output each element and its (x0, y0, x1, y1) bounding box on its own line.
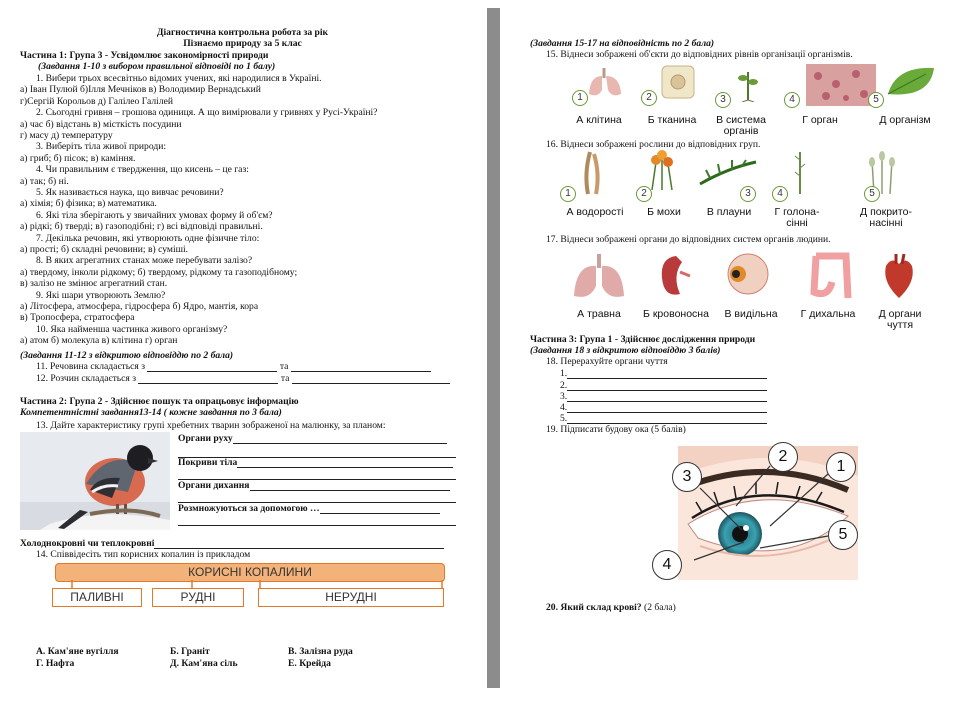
number-badge: 3 (715, 92, 731, 108)
field-organs-move: Органи руху (178, 433, 447, 444)
answer-line[interactable] (147, 362, 277, 372)
question-text: 6. Які тіла зберігають у звичайних умовах форму й об'єм? (36, 209, 273, 221)
minerals-title-box: КОРИСНІ КОПАЛИНИ (55, 563, 445, 582)
answer-options: в) Тропосфера, стратосфера (20, 312, 135, 324)
question-13: 13. Дайте характеристику групі хребетних тварин зображеної на малюнку, за планом: (36, 420, 386, 431)
field-cold-warm: Холоднокровні чи теплокровні (20, 538, 444, 549)
left-page (0, 0, 485, 690)
answer-line-blank[interactable] (178, 492, 456, 503)
number-badge: 1 (572, 90, 588, 106)
cell-image (660, 64, 696, 100)
answer-line-18[interactable]: 1. (560, 368, 767, 379)
eye-callout-2: 2 (768, 442, 798, 472)
number-badge: 2 (641, 90, 657, 106)
question-text: 8. В яких агрегатних станах може перебувати залізо? (36, 255, 253, 267)
question-20: 20. Який склад крові? (2 бала) (546, 602, 676, 613)
answer-options: а) твердому, інколи рідкому; б) твердому, рідкому та газоподібному; (20, 266, 298, 278)
doc-title: Діагностична контрольна робота за рік (156, 27, 329, 38)
field-breathing-organs: Органи дихання (178, 480, 450, 491)
eyeball-image (724, 252, 772, 296)
number-badge: 5 (864, 186, 880, 202)
question-19: 19. Підписати будову ока (5 балів) (546, 424, 686, 435)
answer-options: а) хімія; б) фізика; в) математика. (20, 198, 157, 210)
question-text: 5. Як називається наука, що вивчає речовини? (36, 187, 224, 198)
question-17: 17. Віднеси зображені органи до відповідних систем органів людини. (546, 234, 831, 245)
question-18: 18. Перерахуйте органи чуття (546, 356, 668, 367)
question-14: 14. Співвідесіть тип корисних копалин із прикладом (36, 549, 251, 560)
leaf-image (886, 64, 936, 98)
answer-options: в) залізо не змінює агрегатний стан. (20, 278, 168, 290)
answer-option: Е. Крейда (288, 658, 331, 669)
part2-note: Компетентністні завдання13-14 ( кожне завдання по 3 бала) (20, 407, 282, 418)
question-16: 16. Віднеси зображені рослини до відповідних груп. (546, 139, 761, 150)
row2-label: Д покрито-насінні (860, 206, 912, 229)
tissue-organ-image (806, 64, 876, 106)
row3-label: А травна (577, 308, 621, 320)
answer-options: а) Літосфера, атмосфера, гідросфера б) Ядро, мантія, кора (20, 301, 259, 312)
row1-label: А клітина (576, 114, 622, 126)
answer-options: г) масу д) температуру (20, 130, 113, 141)
category-fuel: ПАЛИВНІ (52, 588, 142, 607)
answer-line[interactable] (291, 362, 431, 372)
clubmoss-image (698, 158, 758, 188)
answer-options: а) час б) відстань в) місткість посудини (20, 118, 182, 130)
answer-line[interactable] (233, 434, 447, 444)
number-badge: 4 (784, 92, 800, 108)
answer-line[interactable] (250, 481, 450, 491)
row1-label: В система органів (716, 114, 766, 137)
lungs-organ-image (570, 252, 628, 300)
row3-label: Г дихальна (800, 308, 856, 320)
answer-options: а) гриб; б) пісок; в) каміння. (20, 152, 136, 164)
row1-label: Г орган (802, 114, 838, 126)
answer-line-18[interactable]: 4. (560, 402, 767, 413)
eye-callout-3: 3 (672, 462, 702, 492)
number-badge: 4 (772, 186, 788, 202)
answer-options: а) рідкі; б) тверді; в) газоподібні; г) всі відповіді правильні. (20, 221, 263, 233)
gymnosperm-image (792, 150, 808, 194)
answer-option: В. Залізна руда (288, 646, 353, 657)
eye-callout-5: 5 (828, 520, 858, 550)
bullfinch-image (20, 432, 170, 530)
moss-image (642, 150, 682, 192)
part1-note: (Завдання 1-10 з вибором правильної відповіді по 1 балу) (38, 61, 276, 72)
number-badge: 2 (636, 186, 652, 202)
algae-image (580, 150, 606, 196)
answer-line[interactable] (320, 504, 440, 514)
question-text: 2. Сьогодні гривня – грошова одиниця. А що вимірювали у гривнях у Русі-Україні? (36, 107, 378, 119)
answer-option: А. Кам'яне вугілля (36, 646, 119, 657)
row3-label: Д органи чуття (878, 308, 922, 331)
number-badge: 5 (868, 92, 884, 108)
doc-subtitle: Пізнаємо природу за 5 клас (183, 38, 302, 49)
heart-image (882, 252, 916, 300)
answer-options: а) атом б) молекула в) клітина г) орган (20, 335, 178, 347)
answer-options: г)Сергій Корольов д) Галілео Галілей (20, 95, 174, 107)
question-text: 9. Які шари утворюють Землю? (36, 289, 166, 301)
row2-label: В плауни (706, 206, 752, 218)
note-15-17: (Завдання 15-17 на відповідність по 2 бала) (530, 38, 715, 49)
intestine-image (808, 252, 854, 302)
part2-heading: Частина 2: Група 2 - Здійснює пошук та опрацьовує інформацію (20, 396, 299, 407)
page-divider (487, 8, 500, 688)
answer-line[interactable] (292, 374, 450, 384)
answer-option: Г. Нафта (36, 658, 75, 669)
part1-heading: Частина 1: Група 3 - Усвідомлює закономірності природи (20, 50, 269, 61)
row1-label: Б тканина (647, 114, 697, 126)
answer-options: а) прості; б) складні речовини; в) суміші. (20, 244, 189, 255)
question-text: 1. Вибери трьох всесвітньо відомих учених, які народилися в Україні. (36, 73, 322, 84)
plant-system-image (734, 66, 762, 102)
note-11-12: (Завдання 11-12 з відкритою відповіддю по 2 бала) (20, 349, 234, 361)
part3-note: (Завдання 18 з відкритою відповіддю 3 балів) (530, 345, 721, 356)
number-badge: 1 (560, 186, 576, 202)
question-text: 10. Яка найменша частинка живого організму? (36, 323, 228, 335)
lungs-image (586, 66, 624, 98)
part3-heading: Частина 3: Група 1 - Здійснює дослідження природи (530, 334, 756, 345)
answer-line[interactable] (237, 458, 453, 468)
category-ore: РУДНІ (152, 588, 244, 607)
answer-line-18[interactable]: 3. (560, 391, 767, 402)
number-badge: 3 (740, 186, 756, 202)
kidney-image (658, 252, 692, 300)
answer-options: а) так; б) ні. (20, 175, 69, 187)
answer-line-blank[interactable] (178, 469, 456, 480)
right-page (502, 0, 960, 690)
row2-label: Г голона-сінні (774, 206, 820, 229)
answer-option: Д. Кам'яна сіль (170, 658, 238, 669)
answer-options: а) Іван Пулюй б)Ілля Мечніков в) Володимир Вернадський (20, 84, 261, 96)
question-12: 12. Розчин складається з та (36, 373, 450, 384)
answer-line-18[interactable]: 5. (560, 413, 767, 424)
eye-callout-1: 1 (826, 452, 856, 482)
row3-label: Б кровоносна (643, 308, 709, 320)
answer-line-18[interactable]: 2. (560, 380, 767, 391)
answer-line[interactable] (154, 539, 444, 549)
row1-label: Д організм (879, 114, 931, 126)
row3-label: В видільна (724, 308, 778, 320)
answer-option: Б. Граніт (170, 646, 210, 657)
row2-label: А водорості (566, 206, 624, 218)
eye-callout-4: 4 (652, 550, 682, 580)
answer-line[interactable] (138, 374, 278, 384)
question-15: 15. Віднеси зображені об'єкти до відповідних рівнів організації організмів. (546, 49, 853, 60)
field-body-covers: Покриви тіла (178, 457, 453, 468)
question-text: 4. Чи правильним є твердження, що кисень – це газ: (36, 164, 249, 176)
question-text: 7. Декілька речовин, які утворюють одне фізичне тіло: (36, 232, 260, 244)
row2-label: Б мохи (647, 206, 681, 218)
field-reproduction: Розмножуються за допомогою … (178, 503, 440, 514)
question-11: 11. Речовина складається з та (36, 361, 431, 372)
answer-line-blank[interactable] (178, 515, 456, 526)
category-nonmetal: НЕРУДНІ (258, 588, 444, 607)
question-text: 3. Виберіть тіла живої природи: (36, 141, 167, 153)
